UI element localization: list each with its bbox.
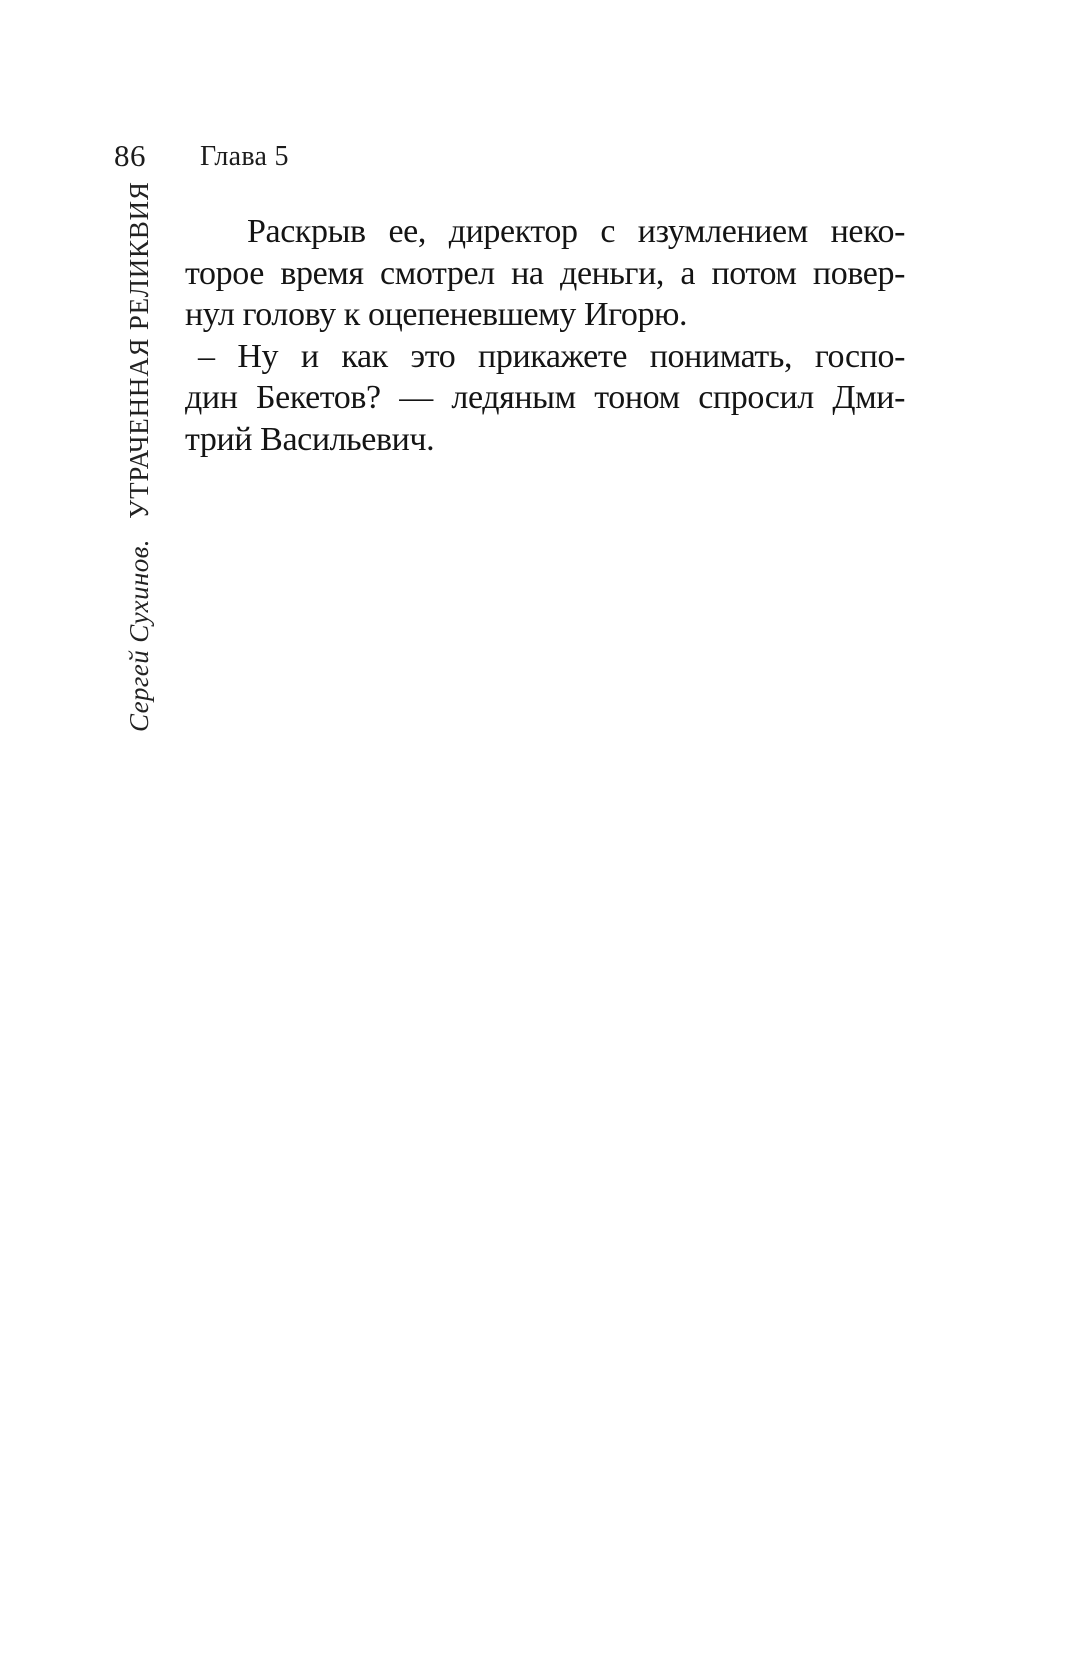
spine-credit-space bbox=[124, 526, 154, 533]
text-line: дин Бекетов? — ледяным тоном спросил Дми- bbox=[185, 379, 905, 416]
paragraph bbox=[185, 336, 905, 461]
paragraph bbox=[185, 211, 905, 336]
spine-credit bbox=[122, 181, 156, 732]
text-line: трий Васильевич. bbox=[185, 420, 435, 458]
text-line: торое время смотрел на деньги, а потом повер- bbox=[185, 254, 905, 292]
page-number: 86 bbox=[114, 138, 146, 173]
text-line: Раскрыв ее, директор с изумлением неко- bbox=[247, 213, 905, 250]
book-title: УТРАЧЕННАЯ РЕЛИКВИЯ bbox=[124, 181, 154, 519]
author-name: Сергей Сухинов. bbox=[124, 539, 154, 732]
text-line: нул голову к оцепеневшему Игорю. bbox=[185, 296, 688, 333]
body-text bbox=[185, 211, 905, 460]
text-line: – Ну и как это прикажете понимать, госпо- bbox=[198, 337, 905, 375]
chapter-running-head: Глава 5 bbox=[200, 141, 289, 172]
